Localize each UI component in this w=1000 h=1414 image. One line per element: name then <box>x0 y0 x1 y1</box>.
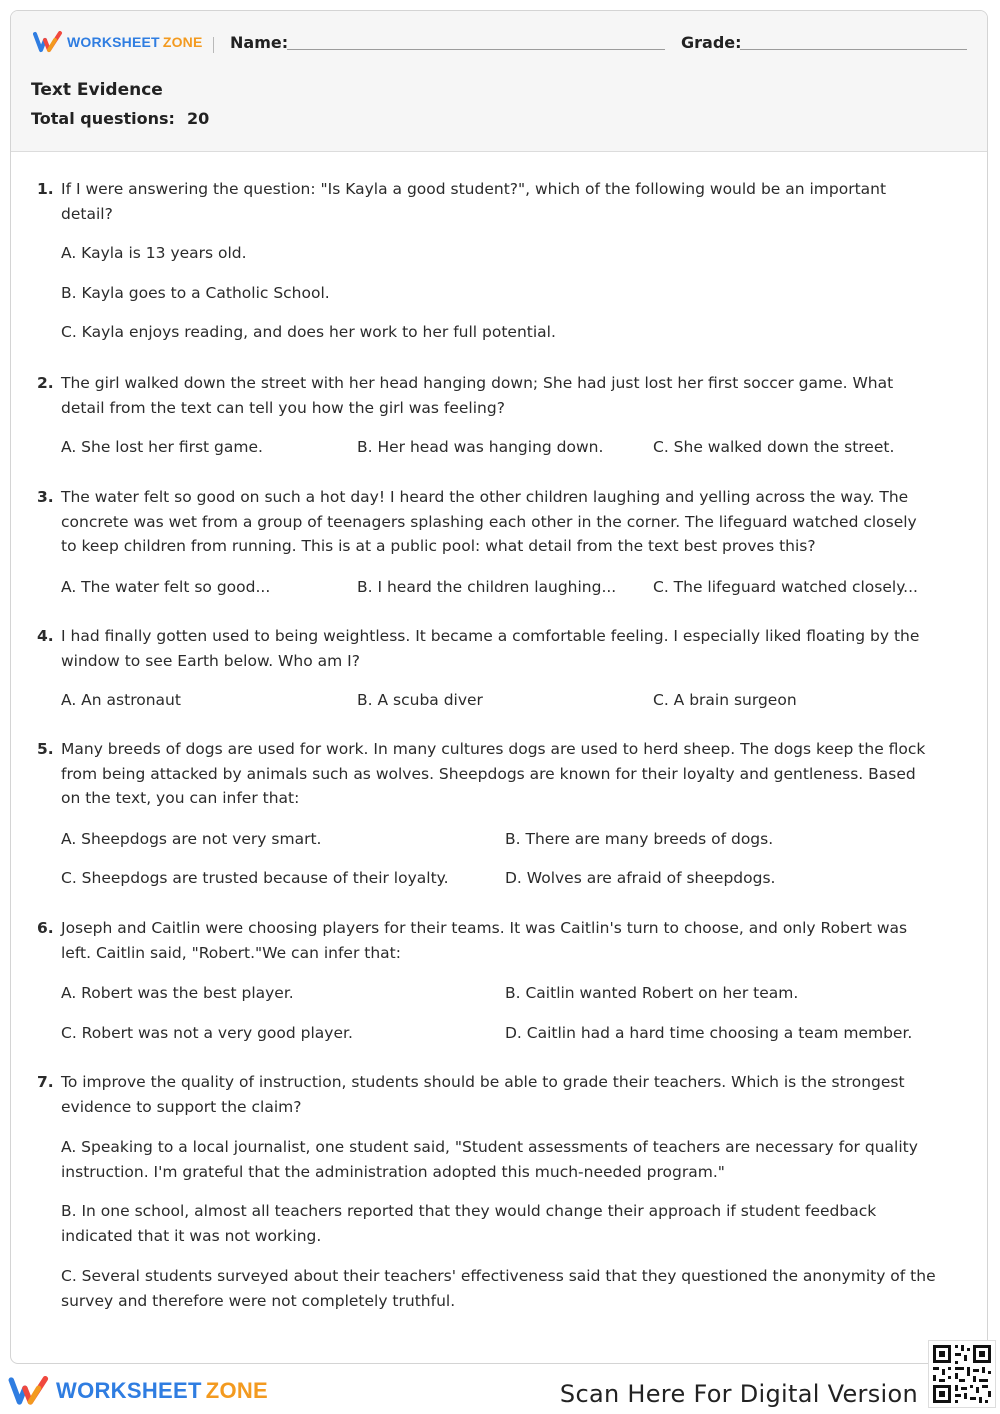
question-text: If I were answering the question: "Is Kayla a good student?", which of the following would be an important detail? <box>61 180 887 223</box>
option-6c[interactable]: C. Robert was not a very good player. <box>61 1024 353 1042</box>
total-questions-label: Total questions: <box>31 109 175 128</box>
grade-label: Grade: <box>681 33 742 52</box>
question-number: 7. <box>37 1073 54 1091</box>
option-2c[interactable]: C. She walked down the street. <box>653 438 895 456</box>
option-1a[interactable]: A. Kayla is 13 years old. <box>61 244 247 262</box>
worksheet-header <box>11 11 987 152</box>
option-7c[interactable]: C. Several students surveyed about their teachers' effectiveness said that they questioned the anonymity of the survey and therefore were not completely truthful. <box>61 1267 936 1310</box>
question-6 <box>37 916 937 965</box>
question-text: The girl walked down the street with her head hanging down; She had just lost her first soccer game. What detail from the text can tell you how the girl was feeling? <box>61 374 894 417</box>
question-text: Joseph and Caitlin were choosing players for their teams. It was Caitlin's turn to choose, and only Robert was left. Caitlin said, "Robert."We can infer that: <box>61 919 908 962</box>
option-6b[interactable]: B. Caitlin wanted Robert on her team. <box>505 984 799 1002</box>
option-5a[interactable]: A. Sheepdogs are not very smart. <box>61 830 322 848</box>
option-4b[interactable]: B. A scuba diver <box>357 691 483 709</box>
name-field-line[interactable] <box>287 49 665 50</box>
question-text: I had finally gotten used to being weightless. It became a comfortable feeling. I especially liked floating by the window to see Earth below. Who am I? <box>61 627 920 670</box>
brand-text-zone: ZONE <box>162 34 203 50</box>
question-number: 5. <box>37 740 54 758</box>
question-number: 3. <box>37 488 54 506</box>
question-number: 4. <box>37 627 54 645</box>
question-text: The water felt so good on such a hot day! I heard the other children laughing and yelling across the way. The concrete was wet from a group of teenagers splashing each other in the corner. The lifeguard watched closely to keep children from running. This is at a public pool: what detail from the text best proves this? <box>61 488 917 555</box>
question-1 <box>37 177 937 226</box>
footer-worksheet-zone-logo <box>8 1376 268 1406</box>
option-3a[interactable]: A. The water felt so good... <box>61 578 271 596</box>
option-7b[interactable]: B. In one school, almost all teachers reported that they would change their approach if student feedback indicated that it was not working. <box>61 1202 877 1245</box>
question-3 <box>37 485 937 559</box>
option-6d[interactable]: D. Caitlin had a hard time choosing a team member. <box>505 1024 913 1042</box>
worksheet-zone-logo-icon <box>33 31 63 53</box>
worksheet-zone-logo-icon <box>8 1376 50 1406</box>
option-2b[interactable]: B. Her head was hanging down. <box>357 438 604 456</box>
question-7 <box>37 1070 937 1119</box>
option-6a[interactable]: A. Robert was the best player. <box>61 984 294 1002</box>
question-number: 6. <box>37 919 54 937</box>
option-5b[interactable]: B. There are many breeds of dogs. <box>505 830 774 848</box>
header-divider <box>213 37 214 53</box>
question-number: 1. <box>37 180 54 198</box>
question-text: Many breeds of dogs are used for work. In many cultures dogs are used to herd sheep. The dogs keep the flock from being attacked by animals such as wolves. Sheepdogs are known for their loyalty and gentleness. Based on the text, you can infer that: <box>61 740 926 807</box>
option-4c[interactable]: C. A brain surgeon <box>653 691 797 709</box>
name-label: Name: <box>230 33 289 52</box>
grade-field-line[interactable] <box>740 49 967 50</box>
option-1c[interactable]: C. Kayla enjoys reading, and does her work to her full potential. <box>61 323 556 341</box>
qr-code-icon[interactable] <box>928 1340 996 1408</box>
footer-brand-text-zone: ZONE <box>205 1378 269 1403</box>
option-5c[interactable]: C. Sheepdogs are trusted because of their loyalty. <box>61 869 449 887</box>
option-5d[interactable]: D. Wolves are afraid of sheepdogs. <box>505 869 776 887</box>
brand-text-worksheet: WORKSHEET <box>67 34 160 50</box>
total-questions <box>31 109 209 128</box>
option-4a[interactable]: A. An astronaut <box>61 691 181 709</box>
footer-brand-text-worksheet: WORKSHEET <box>56 1378 202 1403</box>
option-3b[interactable]: B. I heard the children laughing... <box>357 578 617 596</box>
worksheet-zone-logo <box>33 31 203 53</box>
page-footer <box>0 1364 1000 1414</box>
question-number: 2. <box>37 374 54 392</box>
option-2a[interactable]: A. She lost her first game. <box>61 438 263 456</box>
option-1b[interactable]: B. Kayla goes to a Catholic School. <box>61 284 330 302</box>
worksheet-page <box>10 10 988 1364</box>
question-text: To improve the quality of instruction, students should be able to grade their teachers. Which is the strongest evidence to support the claim? <box>61 1073 905 1116</box>
question-4 <box>37 624 937 673</box>
total-questions-value: 20 <box>186 109 210 128</box>
option-7a[interactable]: A. Speaking to a local journalist, one student said, "Student assessments of teachers are necessary for quality instruction. I'm grateful that the administration adopted this much-needed program." <box>61 1138 918 1181</box>
question-5 <box>37 737 937 811</box>
worksheet-title: Text Evidence <box>31 80 163 100</box>
option-3c[interactable]: C. The lifeguard watched closely... <box>653 578 918 596</box>
question-2 <box>37 371 937 420</box>
scan-digital-version-text: Scan Here For Digital Version <box>559 1380 918 1408</box>
